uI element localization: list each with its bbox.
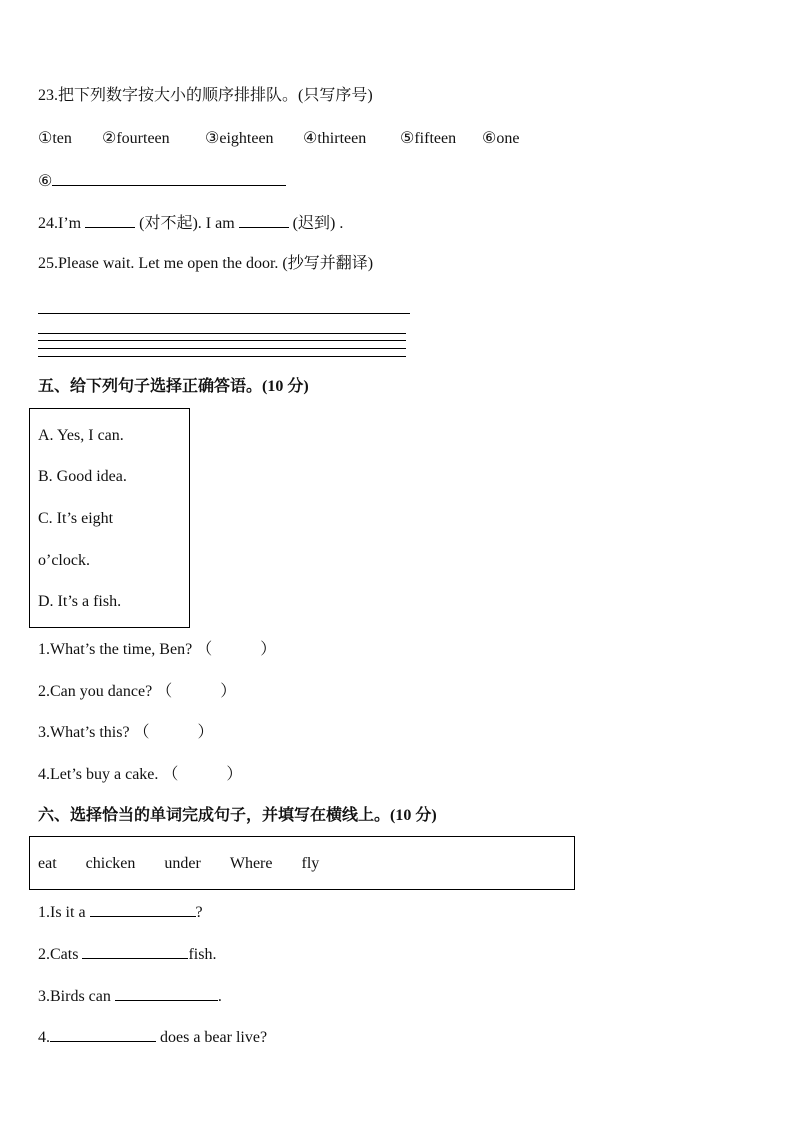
q25-writing-line-1[interactable] bbox=[38, 333, 406, 334]
section6-question-4 bbox=[38, 1026, 267, 1048]
q23-option-4: ④thirteen bbox=[303, 130, 367, 147]
word-bank-item: eat bbox=[38, 855, 57, 872]
section5-choice-d: D. It’s a fish. bbox=[38, 593, 122, 610]
section5-question-4 bbox=[38, 765, 242, 785]
q25-writing-line-4[interactable] bbox=[38, 356, 406, 357]
section5-answer-3[interactable]: （ bbox=[133, 724, 150, 741]
q23-answer-line bbox=[38, 170, 286, 192]
section5-answer-2[interactable]: （ bbox=[156, 683, 173, 700]
section5-choice-a: A. Yes, I can. bbox=[38, 427, 124, 444]
section5-choice-c: C. It’s eight bbox=[38, 510, 114, 527]
section6-words bbox=[38, 854, 348, 874]
section6-q1-blank[interactable] bbox=[90, 901, 196, 917]
section5-answer-1[interactable]: （ bbox=[196, 641, 213, 658]
q23-option-5: ⑤fifteen bbox=[400, 130, 457, 147]
word-bank-item: fly bbox=[301, 855, 320, 872]
q23-option-6: ⑥one bbox=[482, 130, 520, 147]
q24-blank-1[interactable] bbox=[85, 212, 135, 228]
section6-heading: 六、选择恰当的单词完成句子，并填写在横线上。(10 分) bbox=[38, 807, 437, 824]
section6-q4-text: does a bear live? bbox=[156, 1029, 268, 1046]
section5-choice-c-cont: o’clock. bbox=[38, 552, 90, 569]
section5-question-4-text: 4.Let’s buy a cake. bbox=[38, 766, 159, 783]
section6-question-1 bbox=[38, 901, 203, 923]
q25-writing-line-3[interactable] bbox=[38, 348, 406, 349]
section5-question-2-text: 2.Can you dance? bbox=[38, 683, 153, 700]
q23-answer-prefix: ⑥ bbox=[38, 173, 53, 190]
word-bank-item: Where bbox=[229, 855, 273, 872]
section6-question-3 bbox=[38, 985, 222, 1007]
q25-prompt: 25.Please wait. Let me open the door. (抄写并翻译) bbox=[38, 255, 374, 272]
q24-part1: 24.I’m bbox=[38, 215, 82, 232]
section6-q1-text: 1.Is it a bbox=[38, 904, 86, 921]
section6-q4-number: 4. bbox=[38, 1029, 50, 1046]
q25-writing-line-2[interactable] bbox=[38, 340, 406, 341]
word-bank-item: under bbox=[164, 855, 201, 872]
section5-question-2 bbox=[38, 682, 236, 702]
q24-blank-2[interactable] bbox=[239, 212, 289, 228]
q23-prompt: 23.把下列数字按大小的顺序排排队。(只写序号) bbox=[38, 87, 373, 104]
section6-q1-end: ? bbox=[195, 904, 203, 921]
q23-options bbox=[38, 129, 519, 149]
section5-question-3 bbox=[38, 723, 214, 743]
q24-hint1: (对不起). I am bbox=[139, 215, 235, 232]
section6-q2-end: fish. bbox=[188, 946, 217, 963]
q24-line bbox=[38, 212, 343, 234]
section5-choice-b: B. Good idea. bbox=[38, 468, 127, 485]
section6-q3-text: 3.Birds can bbox=[38, 988, 111, 1005]
q23-answer-blank[interactable] bbox=[52, 170, 286, 186]
word-bank-item: chicken bbox=[85, 855, 136, 872]
section5-question-1-text: 1.What’s the time, Ben? bbox=[38, 641, 193, 658]
section5-question-1 bbox=[38, 640, 276, 660]
section6-q4-blank[interactable] bbox=[50, 1026, 156, 1042]
q25-copy-line[interactable] bbox=[38, 313, 410, 314]
section5-answer-4[interactable]: （ bbox=[162, 766, 179, 783]
section6-q2-blank[interactable] bbox=[82, 943, 188, 959]
section6-q3-blank[interactable] bbox=[115, 985, 218, 1001]
section6-question-2 bbox=[38, 943, 216, 965]
section5-answer-4-close: ） bbox=[226, 766, 243, 783]
q24-hint2: (迟到) . bbox=[292, 215, 344, 232]
section6-q2-text: 2.Cats bbox=[38, 946, 79, 963]
section5-question-3-text: 3.What’s this? bbox=[38, 724, 130, 741]
section5-heading: 五、给下列句子选择正确答语。(10 分) bbox=[38, 378, 309, 395]
section5-answer-1-close: ） bbox=[260, 641, 277, 658]
q23-option-1: ①ten bbox=[38, 130, 72, 147]
q23-option-2: ②fourteen bbox=[102, 130, 170, 147]
q23-option-3: ③eighteen bbox=[205, 130, 274, 147]
section5-answer-2-close: ） bbox=[220, 683, 237, 700]
section5-answer-3-close: ） bbox=[197, 724, 214, 741]
section6-q3-end: . bbox=[217, 988, 222, 1005]
